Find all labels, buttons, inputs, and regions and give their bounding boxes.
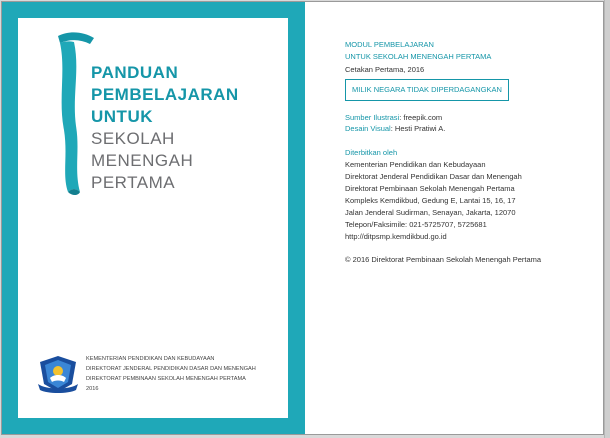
publisher-line-1: KEMENTERIAN PENDIDIKAN DAN KEBUDAYAAN [86,356,215,362]
publisher-year: 2016 [86,386,99,392]
book-spread [1,1,604,435]
publisher-line-3: DIREKTORAT PEMBINAAN SEKOLAH MENENGAH PERTAMA [86,376,246,382]
title-line-2: PEMBELAJARAN [91,85,239,104]
title-line-1: PANDUAN [91,63,179,82]
publisher-text [86,354,256,394]
design-credit [345,124,445,133]
not-for-sale-stamp: MILIK NEGARA TIDAK DIPERDAGANGKAN [345,79,509,101]
address-line-6: Telepon/Faksimile: 021-5725707, 5725681 [345,220,487,229]
address-line-2: Direktorat Jenderal Pendidikan Dasar dan Menengah [345,172,522,181]
title-line-5: MENENGAH [91,151,194,170]
address-line-3: Direktorat Pembinaan Sekolah Menengah Pertama [345,184,515,193]
tut-wuri-handayani-logo [36,354,80,394]
viewer-scrollbar[interactable] [604,0,610,438]
title-line-6: PERTAMA [91,173,176,192]
website-link[interactable]: http://ditpsmp.kemdikbud.go.id [345,232,447,241]
publisher-block [34,354,284,394]
edition-text: Cetakan Pertama, 2016 [345,65,425,74]
cover-inner-panel [18,18,288,418]
address-line-1: Kementerian Pendidikan dan Kebudayaan [345,160,486,169]
module-line-2: UNTUK SEKOLAH MENENGAH PERTAMA [345,52,492,61]
cover-page [2,2,305,434]
published-by-label: Diterbitkan oleh [345,148,398,157]
title-line-4: SEKOLAH [91,129,175,148]
scroll-ribbon-decoration [50,30,96,196]
design-value: : Hesti Pratiwi A. [390,124,446,133]
cover-title [91,62,239,194]
address-line-4: Kompleks Kemdikbud, Gedung E, Lantai 15, 16, 17 [345,196,516,205]
design-label: Desain Visual [345,124,391,133]
publisher-line-2: DIREKTORAT JENDERAL PENDIDIKAN DASAR DAN MENENGAH [86,366,256,372]
module-line-1: MODUL PEMBELAJARAN [345,40,434,49]
copyright-text: © 2016 Direktorat Pembinaan Sekolah Menengah Pertama [345,255,542,264]
colophon-page [305,2,603,434]
title-line-3: UNTUK [91,107,153,126]
illustration-credit [345,113,442,122]
illustration-label: Sumber Ilustrasi [345,113,400,122]
illustration-value: : freepik.com [399,113,443,122]
address-line-5: Jalan Jenderal Sudirman, Senayan, Jakarta, 12070 [345,208,516,217]
